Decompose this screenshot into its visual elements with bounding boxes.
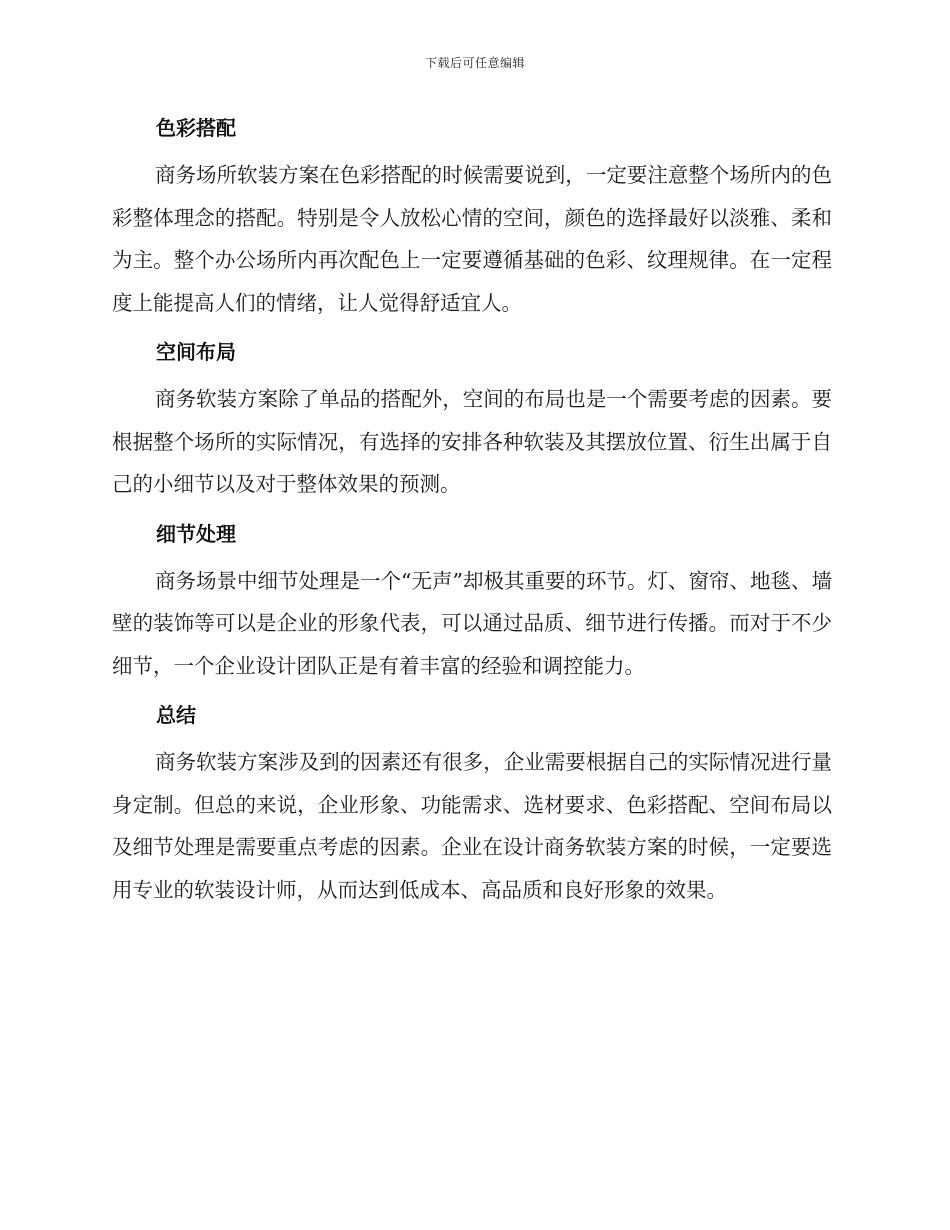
section-summary bbox=[112, 695, 832, 911]
section-heading: 总结 bbox=[156, 703, 196, 727]
section-space-layout bbox=[112, 332, 832, 506]
document-body bbox=[112, 108, 832, 919]
section-detail-handling bbox=[112, 514, 832, 688]
section-paragraph: 商务场所软装方案在色彩搭配的时候需要说到，一定要注意整个场所内的色彩整体理念的搭配。特别是令人放松心情的空间，颜色的选择最好以淡雅、柔和为主。整个办公场所内再次配色上一定要遵循基础的色彩、纹理规律。在一定程度上能提高人们的情绪，让人觉得舒适宜人。 bbox=[112, 163, 832, 315]
section-paragraph: 商务软装方案除了单品的搭配外，空间的布局也是一个需要考虑的因素。要根据整个场所的实际情况，有选择的安排各种软装及其摆放位置、衍生出属于自己的小细节以及对于整体效果的预测。 bbox=[112, 387, 832, 496]
section-paragraph: 商务软装方案涉及到的因素还有很多，企业需要根据自己的实际情况进行量身定制。但总的来说，企业形象、功能需求、选材要求、色彩搭配、空间布局以及细节处理是需要重点考虑的因素。企业在设计商务软装方案的时候，一定要选用专业的软装设计师，从而达到低成本、高品质和良好形象的效果。 bbox=[112, 750, 832, 902]
section-heading: 空间布局 bbox=[156, 340, 236, 364]
section-heading: 色彩搭配 bbox=[156, 116, 236, 140]
section-heading: 细节处理 bbox=[156, 521, 236, 546]
section-paragraph: 商务场景中细节处理是一个“无声”却极其重要的环节。灯、窗帘、地毯、墙壁的装饰等可以是企业的形象代表，可以通过品质、细节进行传播。而对于不少细节，一个企业设计团队正是有着丰富的经验和调控能力。 bbox=[112, 568, 832, 678]
page-header: 下载后可任意编辑 bbox=[424, 56, 525, 70]
section-color-matching bbox=[112, 108, 832, 324]
